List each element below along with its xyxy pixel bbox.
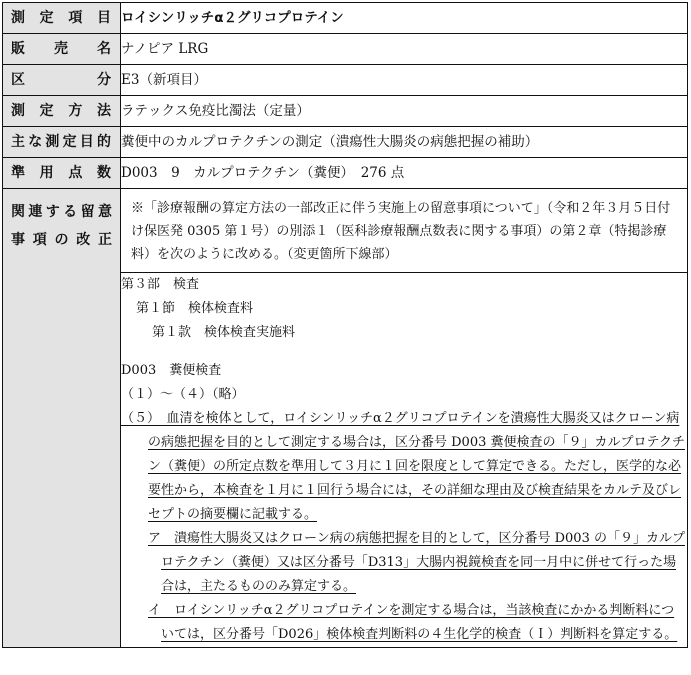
- label-char: す: [45, 204, 60, 220]
- label-char: 法: [96, 103, 111, 119]
- revision-table: [2, 2, 688, 648]
- label-char: な: [28, 134, 43, 150]
- item-5: [121, 407, 687, 527]
- label-method: [3, 96, 121, 127]
- label-char: 項: [32, 232, 47, 248]
- label-char: 売: [54, 41, 68, 57]
- value-purpose: 糞便中のカルプロテクチンの測定（潰瘍性大腸炎の病態把握の補助）: [121, 127, 688, 158]
- code-heading: D003 糞便検査: [121, 363, 222, 378]
- row-purpose: [3, 127, 688, 158]
- label-char: 関: [11, 204, 25, 220]
- label-char: の: [54, 232, 69, 248]
- label-char: 測: [11, 103, 25, 119]
- row-revision: [3, 189, 688, 273]
- item-i-text: イ ロイシンリッチα２グリコプロテインを測定する場合は，当該検査にかかる判断料については，区分番号「D026」検体検査判断料の４生化学的検査（Ｉ）判断料を算定する。: [148, 603, 678, 642]
- label-char: 区: [11, 72, 25, 88]
- omitted-range: （１）～（４）（略）: [121, 387, 245, 402]
- part-heading: 第３部 検査: [121, 277, 200, 292]
- label-char: 数: [96, 165, 111, 181]
- row-category: [3, 65, 688, 96]
- row-points: [3, 158, 688, 189]
- section-heading: 第１節 検体検査料: [136, 301, 254, 316]
- label-char: 名: [97, 41, 111, 57]
- label-item: [3, 3, 121, 34]
- label-char: る: [63, 204, 78, 220]
- value-method: ラテックス免疫比濁法（定量）: [121, 96, 688, 127]
- label-char: 測: [45, 134, 60, 150]
- label-char: 項: [68, 10, 83, 26]
- label-char: 正: [98, 232, 112, 248]
- label-char: 準: [11, 165, 25, 181]
- label-char: 的: [96, 134, 111, 150]
- label-char: 分: [97, 72, 111, 88]
- label-purpose: [3, 127, 121, 158]
- value-category: E3（新項目）: [121, 65, 688, 96]
- label-revision-line1: [11, 198, 112, 226]
- label-points: [3, 158, 121, 189]
- label-char: 連: [28, 204, 43, 220]
- label-char: 販: [11, 41, 25, 57]
- value-points: D003 9 カルプロテクチン（糞便） 276 点: [121, 158, 688, 189]
- label-char: 定: [62, 134, 77, 150]
- row-method: [3, 96, 688, 127]
- label-char: 目: [79, 134, 94, 150]
- row-item: [3, 3, 688, 34]
- item-i: [121, 599, 687, 647]
- label-char: 定: [39, 10, 54, 26]
- label-char: 方: [68, 103, 83, 119]
- value-product: ナノピア LRG: [121, 34, 688, 65]
- revision-note: ※「診療報酬の算定方法の一部改正に伴う実施上の留意事項について」（令和２年３月５日付け保医発 0305 第１号）の別添１（医科診療報酬点数表に関する事項）の第２章（特掲診療料）を次のように改める。（変更箇所下線部）: [121, 189, 688, 273]
- label-char: 用: [39, 165, 54, 181]
- value-item: ロイシンリッチα２グリコプロテイン: [121, 3, 688, 34]
- label-char: 改: [76, 232, 91, 248]
- label-char: 事: [11, 232, 25, 248]
- label-revision-line2: [11, 226, 112, 254]
- label-char: 定: [39, 103, 54, 119]
- label-category: [3, 65, 121, 96]
- subsection-heading: 第１款 検体検査実施料: [152, 325, 296, 340]
- label-char: 測: [11, 10, 25, 26]
- item-a-text: ア 潰瘍性大腸炎又はクローン病の病態把握を目的として，区分番号 D003 の「９」カルプロテクチン（糞便）又は区分番号「D313」大腸内視鏡検査を同一月中に併せて行った場合は，主たるもののみ算定する。: [148, 531, 685, 594]
- label-char: 点: [68, 165, 83, 181]
- label-char: 目: [96, 10, 111, 26]
- revision-body: [121, 273, 688, 648]
- row-product: [3, 34, 688, 65]
- label-char: 主: [11, 134, 25, 150]
- label-char: 留: [80, 204, 95, 220]
- item-a: [121, 527, 687, 599]
- item-5-text: （５） 血清を検体として，ロイシンリッチα２グリコプロテインを潰瘍性大腸炎又はクローン病の病態把握を目的として測定する場合は，区分番号 D003 糞便検査の「９」カルプロテクチン（糞便）の所定点数を準用して３月に１回を限度として算定できる。ただし，医学的な必要性から，本検査を１月に１回行う場合には，その詳細な理由及び検査結果をカルテ及びレセプトの摘要欄に記載する。: [121, 411, 685, 522]
- label-product: [3, 34, 121, 65]
- label-revision: [3, 189, 121, 648]
- label-char: 意: [97, 204, 112, 220]
